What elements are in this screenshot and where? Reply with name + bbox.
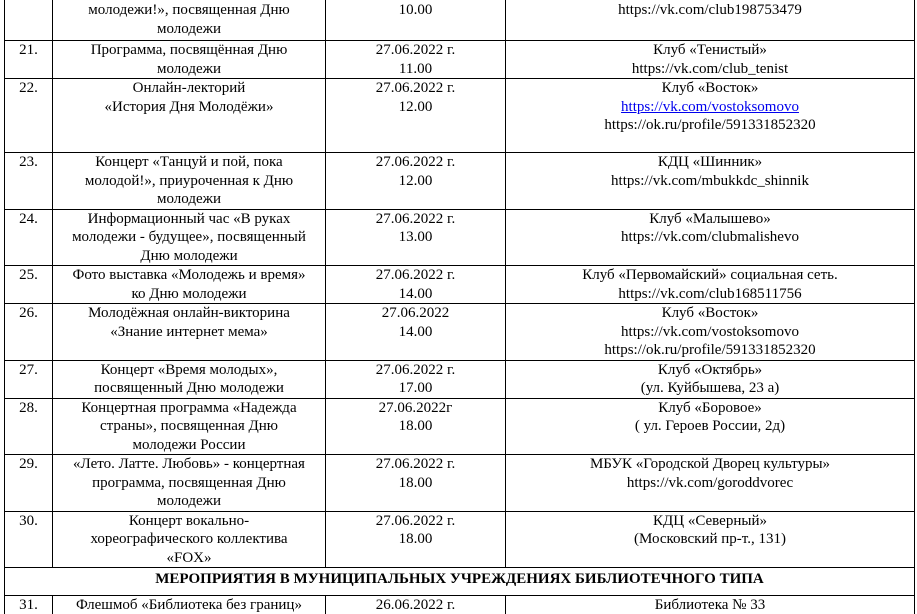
date-text: 27.06.2022 г. (375, 210, 456, 227)
time-text: 18.00 (398, 418, 433, 434)
date-text: 27.06.2022 (381, 305, 450, 321)
event-cell (53, 455, 326, 512)
event-cell (53, 266, 326, 304)
datetime-cell (326, 266, 506, 304)
table-row (5, 511, 915, 568)
place-text: КДЦ «Шинник» (657, 154, 763, 170)
event-cell (53, 79, 326, 153)
time-text: 11.00 (398, 60, 433, 77)
place-text: Клуб «Восток» (661, 80, 759, 96)
table-row (5, 360, 915, 398)
row-number: 25. (5, 266, 53, 304)
datetime-cell (326, 0, 506, 41)
vk-link[interactable]: https://vk.com/vostoksomovo (621, 98, 799, 115)
table-row (5, 398, 915, 455)
event-text: молодежи (156, 191, 222, 207)
place-text: https://ok.ru/profile/591331852320 (604, 117, 816, 133)
row-number: 31. (5, 596, 53, 614)
event-text: Концертная программа «Надежда (81, 399, 297, 416)
event-text: Концерт вокально- (128, 512, 250, 529)
event-cell (53, 596, 326, 614)
place-text: Библиотека № 33 (654, 597, 766, 613)
place-text: МБУК «Городской Дворец культуры» (589, 456, 831, 472)
time-text: 14.00 (398, 323, 433, 340)
row-number: 23. (5, 153, 53, 210)
event-text: хореографического коллектива (90, 531, 288, 547)
place-text: https://vk.com/clubmalishevo (621, 229, 799, 245)
row-number: 29. (5, 455, 53, 512)
event-cell (53, 41, 326, 79)
table-row (5, 41, 915, 79)
place-text: ( ул. Героев России, 2д) (634, 418, 786, 434)
datetime-cell (326, 41, 506, 79)
place-text: Клуб «Малышево» (649, 210, 771, 227)
place-text: https://ok.ru/profile/591331852320 (604, 342, 816, 358)
place-cell (506, 79, 915, 153)
event-text: «История Дня Молодёжи» (104, 98, 274, 115)
date-text: 27.06.2022 г. (375, 267, 456, 283)
time-text: 18.00 (398, 531, 433, 547)
row-number: 24. (5, 209, 53, 266)
event-cell (53, 0, 326, 41)
date-text: 27.06.2022 г. (375, 154, 456, 170)
event-cell (53, 511, 326, 568)
event-cell (53, 360, 326, 398)
row-number (5, 0, 53, 41)
event-cell (53, 209, 326, 266)
row-number: 30. (5, 511, 53, 568)
event-text: «Знание интернет мема» (110, 323, 268, 340)
place-cell (506, 398, 915, 455)
place-cell (506, 455, 915, 512)
table-row (5, 153, 915, 210)
date-text: 27.06.2022 г. (375, 361, 456, 378)
place-text: (Московский пр-т., 131) (634, 531, 786, 547)
place-cell (506, 153, 915, 210)
datetime-cell (326, 304, 506, 361)
section-header-row (5, 568, 915, 596)
place-text: https://vk.com/club168511756 (618, 285, 802, 302)
place-text: Клуб «Первомайский» социальная сеть. (582, 267, 838, 283)
date-text: 27.06.2022 г. (375, 80, 456, 96)
event-text: Дню молодежи (140, 247, 238, 264)
event-cell (53, 153, 326, 210)
event-text: Информационный час «В руках (87, 210, 291, 227)
date-text: 27.06.2022 г. (375, 512, 456, 529)
time-text: 14.00 (398, 285, 433, 302)
events-table (4, 0, 915, 614)
place-text: https://vk.com/goroddvorec (626, 474, 794, 491)
place-text: https://vk.com/club198753479 (618, 2, 802, 18)
section-title: МЕРОПРИЯТИЯ В МУНИЦИПАЛЬНЫХ УЧРЕЖДЕНИЯХ БИБЛИОТЕЧНОГО ТИПА (5, 568, 915, 596)
table-row (5, 79, 915, 153)
row-number: 26. (5, 304, 53, 361)
place-cell (506, 41, 915, 79)
table-row (5, 455, 915, 512)
row-number: 21. (5, 41, 53, 79)
event-text: «FOX» (166, 549, 212, 566)
event-text: Молодёжная онлайн-викторина (88, 305, 290, 321)
time-text: 12.00 (398, 172, 433, 189)
place-cell (506, 511, 915, 568)
event-text: молодежи - будущее», посвященный (72, 229, 306, 245)
place-cell (506, 0, 915, 41)
place-cell (506, 596, 915, 614)
place-text: Клуб «Восток» (661, 305, 759, 321)
event-text: «Лето. Латте. Любовь» - концертная (73, 456, 305, 472)
datetime-cell (326, 398, 506, 455)
event-text: молодежи России (132, 436, 246, 453)
datetime-cell (326, 511, 506, 568)
place-text: Клуб «Боровое» (658, 399, 762, 416)
place-text: Клуб «Тенистый» (653, 42, 767, 58)
event-text: Флешмоб «Библиотека без границ» (76, 597, 302, 613)
place-text: (ул. Куйбышева, 23 а) (640, 380, 780, 396)
date-text: 27.06.2022 г. (375, 456, 456, 472)
time-text: 13.00 (398, 229, 433, 245)
event-text: молодежи (156, 60, 222, 77)
place-cell (506, 360, 915, 398)
place-cell (506, 209, 915, 266)
time-text: 18.00 (398, 474, 433, 491)
place-cell (506, 266, 915, 304)
row-number: 22. (5, 79, 53, 153)
event-cell (53, 304, 326, 361)
time-text: 17.00 (398, 380, 433, 396)
table-row (5, 209, 915, 266)
event-text: молодежи!», посвященная Дню (88, 2, 290, 18)
place-text: КДЦ «Северный» (653, 512, 767, 529)
event-text: программа, посвященная Дню (92, 474, 286, 491)
place-text: https://vk.com/club_tenist (631, 60, 789, 77)
datetime-cell (326, 455, 506, 512)
event-text: молодежи (156, 493, 222, 509)
event-text: молодежи (156, 20, 222, 37)
date-text: 27.06.2022 г. (375, 42, 456, 58)
table-row (5, 304, 915, 361)
date-text: 10.00 (398, 2, 433, 18)
place-text: https://vk.com/mbukkdc_shinnik (611, 172, 809, 189)
event-text: посвященный Дню молодежи (94, 380, 284, 396)
row-number: 27. (5, 360, 53, 398)
event-text: Концерт «Танцуй и пой, пока (95, 154, 283, 170)
event-text: Онлайн-лекторий (132, 80, 246, 96)
date-text: 27.06.2022г (378, 399, 453, 416)
event-text: страны», посвященная Дню (99, 418, 279, 434)
time-text: 12.00 (398, 98, 433, 115)
datetime-cell (326, 209, 506, 266)
row-number: 28. (5, 398, 53, 455)
event-text: молодой!», приуроченная к Дню (84, 172, 294, 189)
event-text: Программа, посвящённая Дню (90, 42, 288, 58)
datetime-cell (326, 596, 506, 614)
place-text: https://vk.com/vostoksomovo (621, 323, 799, 340)
place-cell (506, 304, 915, 361)
event-text: Фото выставка «Молодежь и время» (72, 267, 306, 283)
datetime-cell (326, 153, 506, 210)
datetime-cell (326, 360, 506, 398)
date-text: 26.06.2022 г. (375, 597, 456, 613)
place-text: Клуб «Октябрь» (657, 361, 763, 378)
event-text: Концерт «Время молодых», (100, 361, 278, 378)
table-row (5, 596, 915, 614)
table-row (5, 0, 915, 41)
event-text: ко Дню молодежи (131, 285, 247, 302)
event-cell (53, 398, 326, 455)
datetime-cell (326, 79, 506, 153)
table-row (5, 266, 915, 304)
